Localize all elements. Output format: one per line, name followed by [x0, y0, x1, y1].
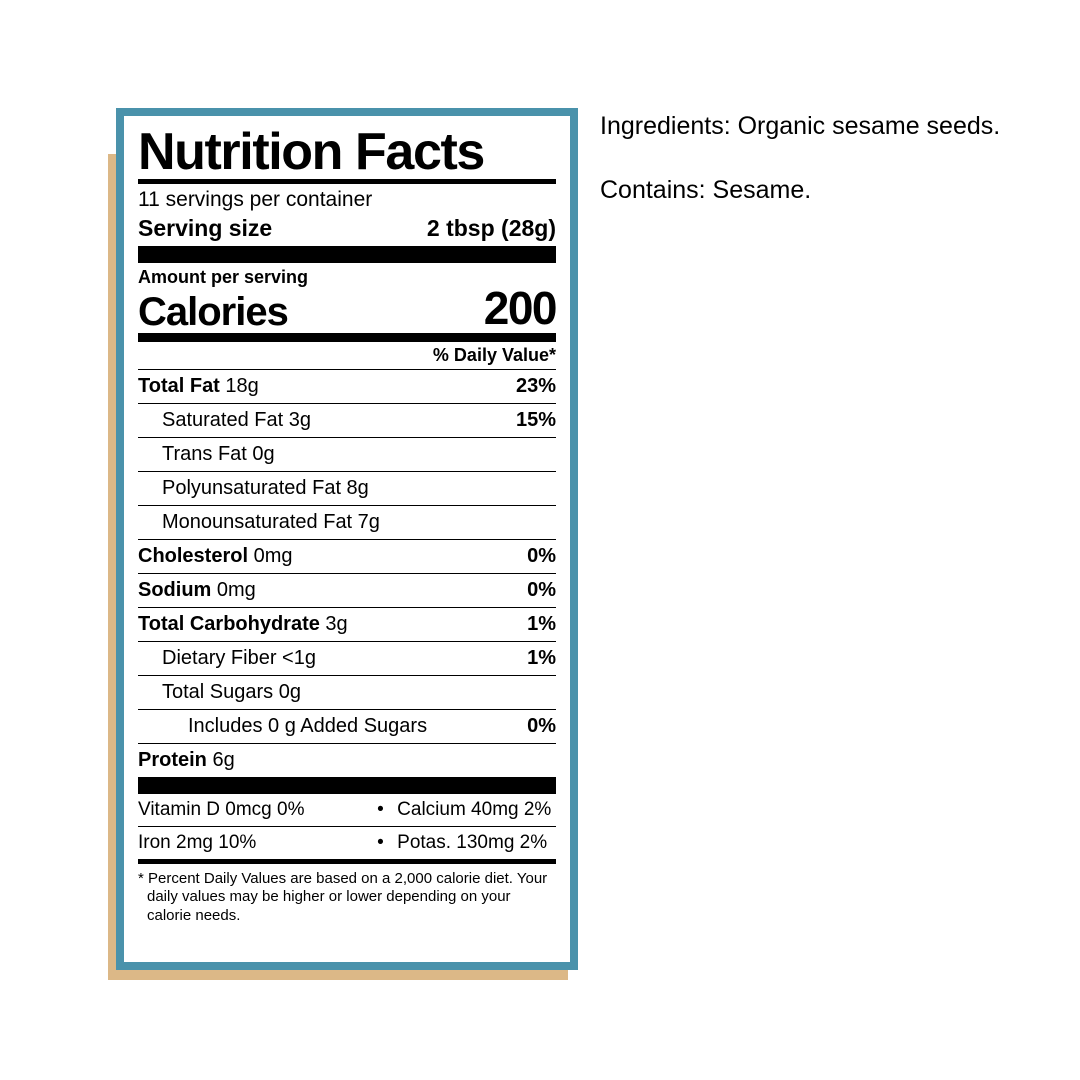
- micronutrient-rows: [138, 794, 556, 859]
- nutrient-name: Includes 0 g Added Sugars: [188, 714, 428, 737]
- divider-calories: [138, 333, 556, 342]
- nutrient-name: Sodium: [138, 578, 212, 601]
- nutrient-name-amount: [162, 409, 311, 432]
- nutrient-row: [138, 642, 556, 675]
- nutrient-row: [138, 710, 556, 743]
- calories-value: 200: [483, 282, 556, 335]
- amount-per-serving-label: Amount per serving: [138, 267, 309, 288]
- nutrient-amount: 0g: [273, 680, 301, 703]
- nutrient-name: Protein: [138, 748, 207, 771]
- nutrient-amount: 3g: [319, 612, 348, 635]
- nutrient-row: [138, 540, 556, 573]
- micronutrient-row: [138, 794, 556, 826]
- nutrient-amount: 0mg: [211, 578, 256, 601]
- nutrient-amount: 6g: [206, 748, 235, 771]
- nutrition-facts-table: [138, 123, 556, 926]
- serving-size-value: 2 tbsp (28g): [426, 215, 556, 242]
- nutrient-amount: 0g: [246, 442, 275, 465]
- nutrient-name: Monounsaturated Fat: [162, 510, 353, 533]
- nutrient-name-amount: [188, 715, 427, 738]
- nutrient-daily-value: 15%: [515, 408, 556, 431]
- ingredients-panel: [600, 108, 1020, 237]
- servings-per-container: 11 servings per container: [138, 188, 373, 212]
- micronutrient-right: Potas. 130mg 2%: [397, 831, 548, 853]
- calories-row: [138, 282, 556, 335]
- nutrition-label-face: [124, 116, 570, 962]
- nutrient-daily-value: 1%: [527, 646, 556, 669]
- nutrition-facts-panel: [108, 108, 578, 972]
- nutrient-row: [138, 506, 556, 539]
- micronutrient-separator: •: [377, 831, 384, 853]
- micronutrient-separator: •: [377, 798, 384, 820]
- daily-value-footnote: * Percent Daily Values are based on a 2,000 calorie diet. Your daily values may be higher or lower depending on your calorie needs.: [138, 869, 548, 925]
- nutrient-daily-value: 0%: [527, 578, 556, 601]
- nutrient-name: Polyunsaturated Fat: [162, 476, 341, 499]
- nutrient-name-amount: [162, 443, 275, 466]
- nutrient-daily-value: 23%: [515, 374, 556, 397]
- nutrient-name-amount: [138, 375, 259, 398]
- serving-size-label: Serving size: [138, 215, 273, 242]
- nutrient-name: Total Fat: [138, 374, 220, 397]
- nutrient-name: Trans Fat: [162, 442, 247, 465]
- nutrient-row: [138, 744, 556, 777]
- nutrient-amount: 7g: [352, 510, 380, 533]
- nutrient-daily-value: 0%: [527, 714, 556, 737]
- nutrient-amount: 3g: [283, 408, 311, 431]
- nutrient-row: [138, 370, 556, 403]
- micronutrient-right: Calcium 40mg 2%: [397, 798, 552, 820]
- nutrient-row: [138, 404, 556, 437]
- daily-value-header: % Daily Value*: [432, 344, 556, 365]
- nutrient-name-amount: [162, 647, 316, 670]
- nutrient-row: [138, 676, 556, 709]
- nutrient-name-amount: [162, 681, 301, 704]
- nutrient-name: Dietary Fiber: [162, 646, 277, 669]
- nutrient-row: [138, 608, 556, 641]
- nutrition-facts-title: Nutrition Facts: [138, 123, 484, 181]
- contains-text: Contains: Sesame.: [600, 176, 812, 205]
- nutrient-row: [138, 472, 556, 505]
- nutrient-amount: <1g: [276, 646, 316, 669]
- nutrient-name-amount: [138, 545, 293, 568]
- nutrient-daily-value: 1%: [527, 612, 556, 635]
- nutrient-row: [138, 438, 556, 471]
- nutrient-row: [138, 574, 556, 607]
- divider-thick-bottom: [138, 777, 556, 794]
- nutrient-amount: 18g: [219, 374, 259, 397]
- micronutrient-left: Iron 2mg 10%: [138, 831, 257, 853]
- nutrient-name: Saturated Fat: [162, 408, 284, 431]
- nutrient-name: Cholesterol: [138, 544, 249, 567]
- nutrient-amount: 8g: [341, 476, 369, 499]
- nutrient-rows: [138, 370, 556, 777]
- nutrient-name-amount: [138, 579, 256, 602]
- calories-label: Calories: [138, 289, 288, 334]
- nutrient-amount: 0mg: [248, 544, 293, 567]
- nutrient-name-amount: [138, 613, 348, 636]
- nutrient-name-amount: [138, 749, 235, 772]
- nutrient-name-amount: [162, 477, 369, 500]
- ingredients-text: Ingredients: Organic sesame seeds.: [600, 112, 1001, 140]
- micronutrient-row: [138, 827, 556, 859]
- nutrient-name: Total Carbohydrate: [138, 612, 320, 635]
- nutrient-daily-value: 0%: [527, 544, 556, 567]
- divider-thick-top: [138, 246, 556, 263]
- nutrient-name-amount: [162, 511, 380, 534]
- nutrient-name: Total Sugars: [162, 680, 274, 703]
- serving-size-row: [138, 215, 556, 246]
- micronutrient-left: Vitamin D 0mcg 0%: [138, 798, 305, 820]
